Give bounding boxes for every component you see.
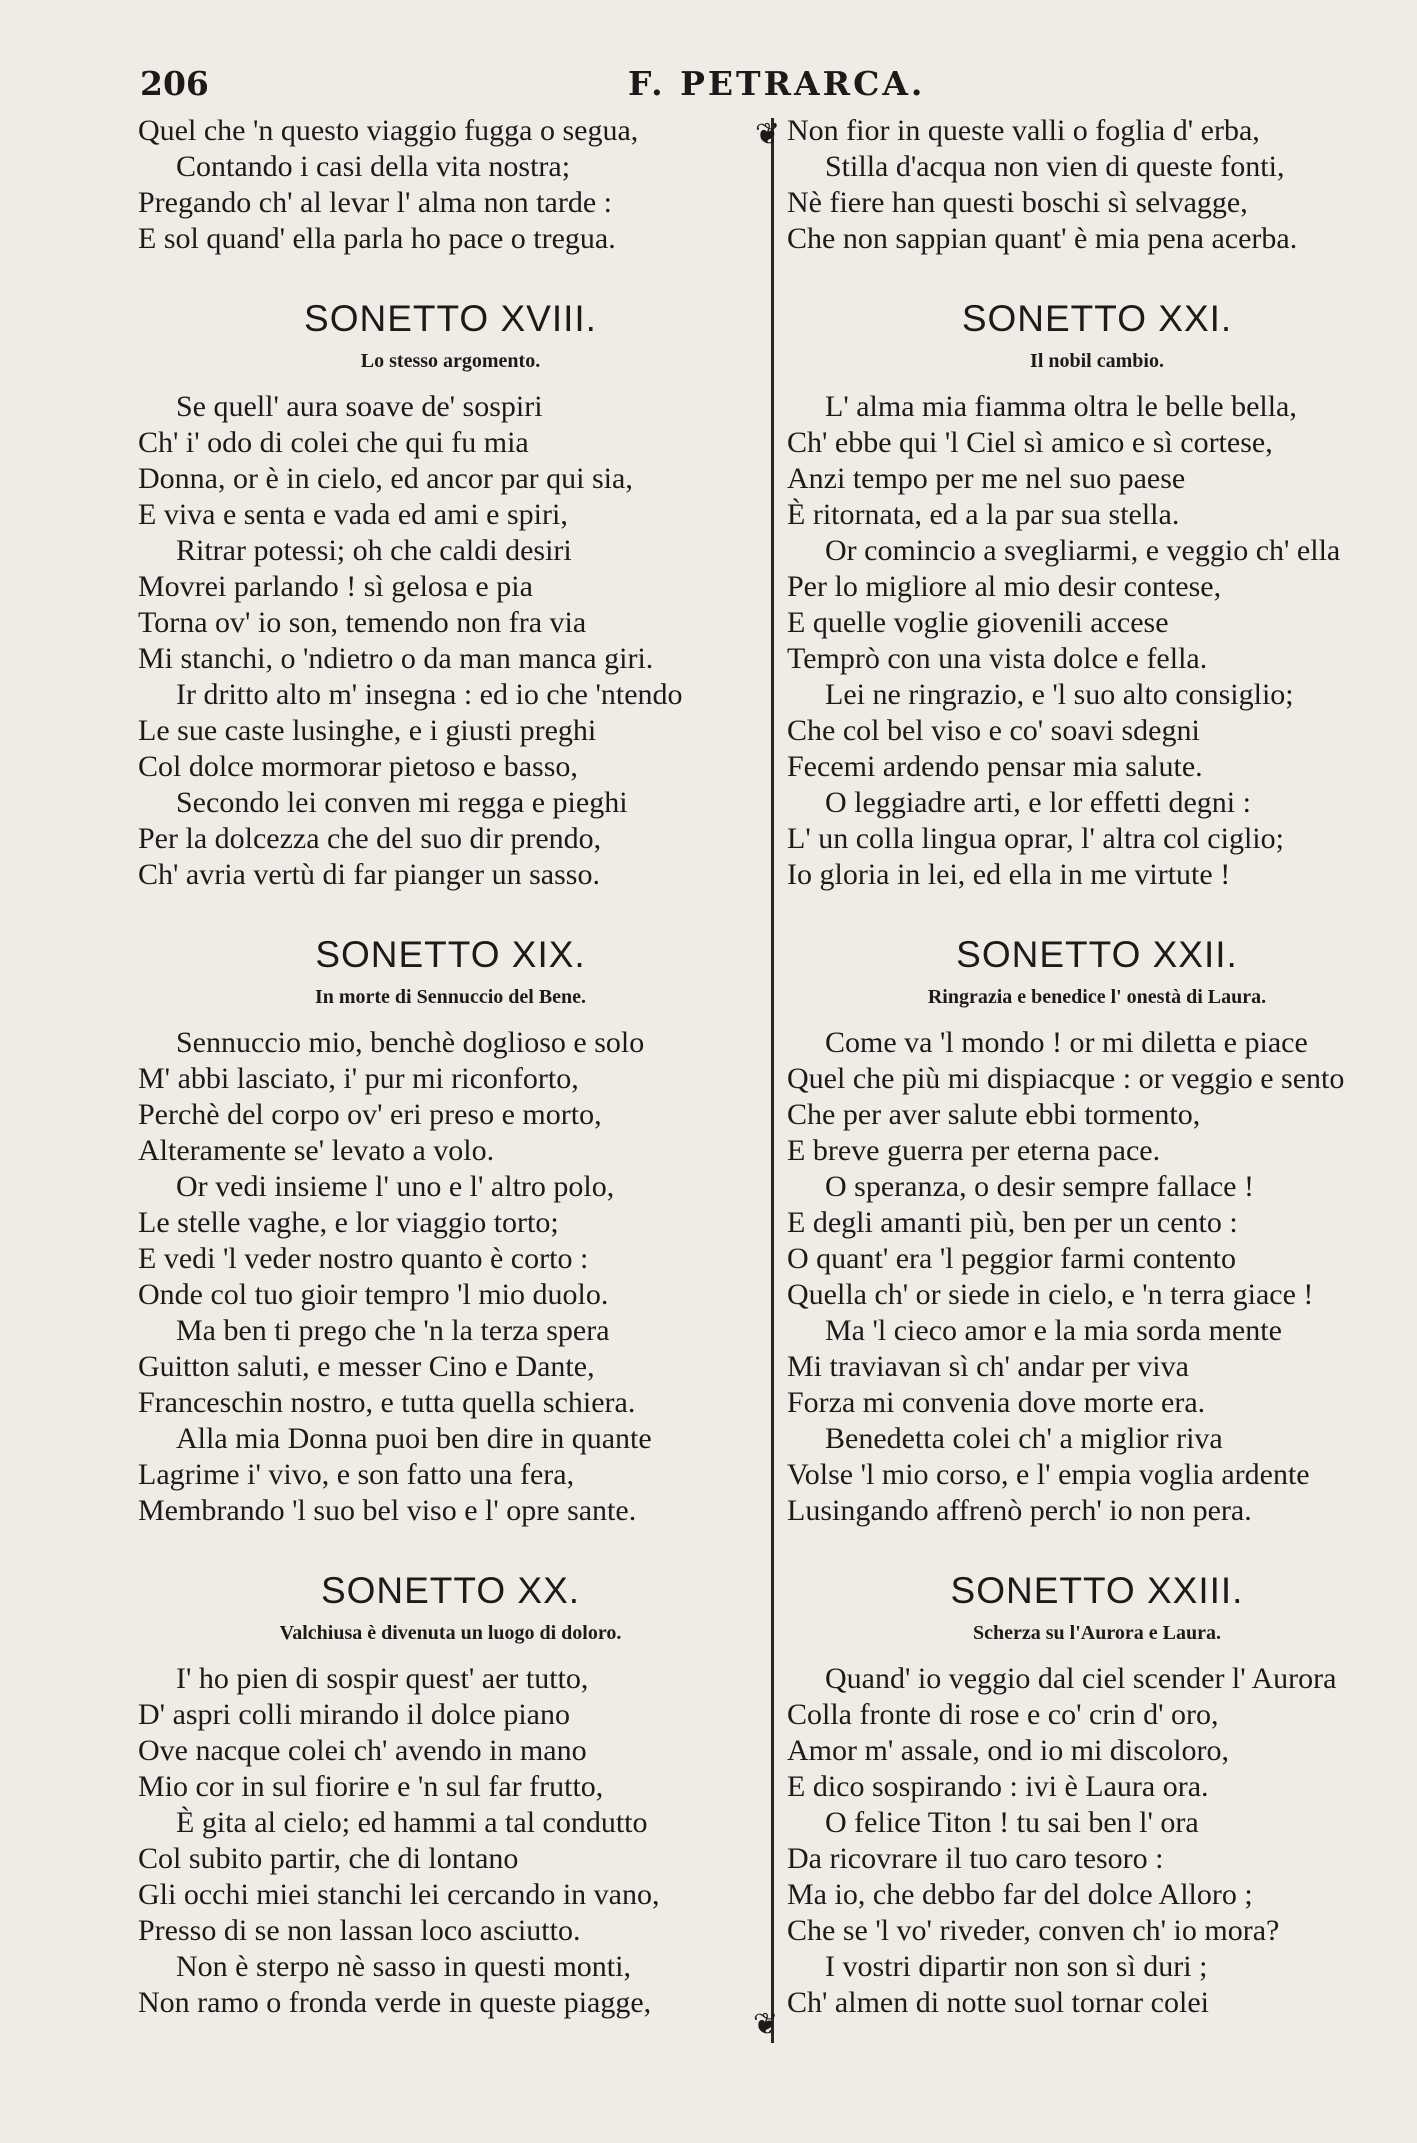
verse-line: Secondo lei conven mi regga e pieghi bbox=[176, 786, 628, 819]
page-header bbox=[138, 60, 1347, 106]
verse-line: Volse 'l mio corso, e l' empia voglia ardente bbox=[787, 1458, 1310, 1491]
verse-line: Quand' io veggio dal ciel scender l' Aurora bbox=[825, 1662, 1337, 1695]
verse-line: E dico sospirando : ivi è Laura ora. bbox=[787, 1770, 1209, 1803]
verse-line: Che col bel viso e co' soavi sdegni bbox=[787, 714, 1200, 747]
verse-line: L' un colla lingua oprar, l' altra col ciglio; bbox=[787, 822, 1284, 855]
verse-line: Presso di se non lassan loco asciutto. bbox=[138, 1914, 581, 1947]
verse-line: Amor m' assale, ond io mi discoloro, bbox=[787, 1734, 1230, 1767]
verse-line: Guitton saluti, e messer Cino e Dante, bbox=[138, 1350, 595, 1383]
verse-line: Non ramo o fronda verde in queste piagge, bbox=[138, 1986, 652, 2019]
verse-line: Che se 'l vo' riveder, conven ch' io mora? bbox=[787, 1914, 1280, 1947]
verse-line: Mi traviavan sì ch' andar per viva bbox=[787, 1350, 1189, 1383]
sonnet-title: SONETTO XX. bbox=[320, 1570, 581, 1611]
sonnet-xxiii bbox=[787, 1569, 1407, 2021]
sonnet-xx bbox=[138, 1569, 763, 2021]
verse-line: Colla fronte di rose e co' crin d' oro, bbox=[787, 1698, 1219, 1731]
verse-line: Gli occhi miei stanchi lei cercando in vano, bbox=[138, 1878, 660, 1911]
verse-line: Lusingando affrenò perch' io non pera. bbox=[787, 1494, 1252, 1527]
verse-line: Ch' i' odo di colei che qui fu mia bbox=[138, 426, 529, 459]
verse-line: Da ricovrare il tuo caro tesoro : bbox=[787, 1842, 1164, 1875]
bottom-ornament-icon: ❦ bbox=[753, 2007, 779, 2042]
verse-line: Che per aver salute ebbi tormento, bbox=[787, 1098, 1201, 1131]
verse-line: Se quell' aura soave de' sospiri bbox=[176, 390, 543, 423]
verse-line: E degli amanti più, ben per un cento : bbox=[787, 1206, 1238, 1239]
verse-line: Ma ben ti prego che 'n la terza spera bbox=[176, 1314, 610, 1347]
verse-line: Contando i casi della vita nostra; bbox=[176, 150, 571, 183]
sonnet-subtitle: Il nobil cambio. bbox=[1030, 350, 1164, 372]
verse-line: O felice Titon ! tu sai ben l' ora bbox=[825, 1806, 1199, 1839]
verse-line: Ove nacque colei ch' avendo in mano bbox=[138, 1734, 587, 1767]
verse-line: D' aspri colli mirando il dolce piano bbox=[138, 1698, 570, 1731]
sonnet-subtitle: Valchiusa è divenuta un luogo di doloro. bbox=[279, 1622, 622, 1644]
verse-line: Per la dolcezza che del suo dir prendo, bbox=[138, 822, 602, 855]
sonnet-subtitle: Lo stesso argomento. bbox=[360, 350, 541, 372]
verse-line: Or vedi insieme l' uno e l' altro polo, bbox=[176, 1170, 615, 1203]
sonnet-title: SONETTO XVIII. bbox=[304, 298, 597, 339]
verse-line: O quant' era 'l peggior farmi contento bbox=[787, 1242, 1236, 1275]
verse-line: Per lo migliore al mio desir contese, bbox=[787, 570, 1222, 603]
verse-line: Ch' ebbe qui 'l Ciel sì amico e sì cortese, bbox=[787, 426, 1273, 459]
verse-line: Ch' avria vertù di far pianger un sasso. bbox=[138, 858, 600, 891]
sonnet-title: SONETTO XIX. bbox=[315, 934, 586, 975]
running-title: F. PETRARCA. bbox=[628, 64, 926, 103]
sonnet-xviii bbox=[138, 297, 763, 893]
verse-line: E sol quand' ella parla ho pace o tregua. bbox=[138, 222, 616, 255]
verse-line: Non è sterpo nè sasso in questi monti, bbox=[176, 1950, 631, 1983]
sonnet-xix bbox=[138, 933, 763, 1529]
verse-line: Stilla d'acqua non vien di queste fonti, bbox=[825, 150, 1285, 183]
verse-line: Ir dritto alto m' insegna : ed io che 'ntendo bbox=[176, 678, 683, 711]
verse-line: Che non sappian quant' è mia pena acerba. bbox=[787, 222, 1298, 255]
verse-line: Or comincio a svegliarmi, e veggio ch' ella bbox=[825, 534, 1341, 567]
sonnet-xxii bbox=[787, 933, 1407, 1529]
verse-line: Onde col tuo gioir tempro 'l mio duolo. bbox=[138, 1278, 609, 1311]
verse-line: E quelle voglie giovenili accese bbox=[787, 606, 1169, 639]
verse-line: O leggiadre arti, e lor effetti degni : bbox=[825, 786, 1251, 819]
verse-line: Nè fiere han questi boschi sì selvagge, bbox=[787, 186, 1248, 219]
sonnet-title: SONETTO XXII. bbox=[956, 934, 1238, 975]
verse-line: Non fior in queste valli o foglia d' erba, bbox=[787, 114, 1260, 147]
verse-line: I vostri dipartir non son sì duri ; bbox=[825, 1950, 1208, 1983]
verse-line: Membrando 'l suo bel viso e l' opre sante. bbox=[138, 1494, 637, 1527]
verse-line: L' alma mia fiamma oltra le belle bella, bbox=[825, 390, 1297, 423]
sonnet-subtitle: In morte di Sennuccio del Bene. bbox=[314, 986, 587, 1008]
verse-line: E breve guerra per eterna pace. bbox=[787, 1134, 1161, 1167]
verse-line: M' abbi lasciato, i' pur mi riconforto, bbox=[138, 1062, 579, 1095]
verse-line: Mio cor in sul fiorire e 'n sul far frutto, bbox=[138, 1770, 604, 1803]
page-number: 206 bbox=[140, 64, 209, 103]
verse-line: Donna, or è in cielo, ed ancor par qui sia, bbox=[138, 462, 633, 495]
verse-line: E vedi 'l veder nostro quanto è corto : bbox=[138, 1242, 589, 1275]
verse-line: Ritrar potessi; oh che caldi desiri bbox=[176, 534, 572, 567]
verse-line: Col dolce mormorar pietoso e basso, bbox=[138, 750, 578, 783]
verse-line: Forza mi convenia dove morte era. bbox=[787, 1386, 1206, 1419]
verse-line: Quel che più mi dispiacque : or veggio e sento bbox=[787, 1062, 1345, 1095]
verse-line: Anzi tempo per me nel suo paese bbox=[787, 462, 1186, 495]
top-ornament-icon: ❦ bbox=[755, 117, 781, 152]
sonnet-subtitle: Scherza su l'Aurora e Laura. bbox=[973, 1622, 1221, 1644]
column-divider bbox=[771, 118, 774, 2043]
verse-line: Ch' almen di notte suol tornar colei bbox=[787, 1986, 1209, 2019]
sonnet-subtitle: Ringrazia e benedice l' onestà di Laura. bbox=[927, 986, 1267, 1008]
verse-line: O speranza, o desir sempre fallace ! bbox=[825, 1170, 1254, 1203]
left-column bbox=[138, 113, 763, 2021]
left-continuation bbox=[138, 113, 763, 257]
verse-line: Temprò con una vista dolce e fella. bbox=[787, 642, 1208, 675]
verse-line: È gita al cielo; ed hammi a tal condutto bbox=[176, 1806, 648, 1839]
sonnet-xxi bbox=[787, 297, 1407, 893]
verse-line: Fecemi ardendo pensar mia salute. bbox=[787, 750, 1203, 783]
right-column bbox=[787, 113, 1407, 2021]
verse-line: Lei ne ringrazio, e 'l suo alto consiglio; bbox=[825, 678, 1294, 711]
verse-line: Alteramente se' levato a volo. bbox=[138, 1134, 495, 1167]
verse-line: Torna ov' io son, temendo non fra via bbox=[138, 606, 587, 639]
verse-line: I' ho pien di sospir quest' aer tutto, bbox=[176, 1662, 589, 1695]
verse-line: Come va 'l mondo ! or mi diletta e piace bbox=[825, 1026, 1308, 1059]
verse-line: Benedetta colei ch' a miglior riva bbox=[825, 1422, 1223, 1455]
sonnet-title: SONETTO XXI. bbox=[961, 298, 1233, 339]
verse-line: Le sue caste lusinghe, e i giusti preghi bbox=[138, 714, 597, 747]
sonnet-title: SONETTO XXIII. bbox=[950, 1570, 1244, 1611]
verse-line: Quel che 'n questo viaggio fugga o segua, bbox=[138, 114, 639, 147]
verse-line: Mi stanchi, o 'ndietro o da man manca giri. bbox=[138, 642, 654, 675]
verse-line: È ritornata, ed a la par sua stella. bbox=[787, 498, 1180, 531]
verse-line: Col subito partir, che di lontano bbox=[138, 1842, 519, 1875]
verse-line: Sennuccio mio, benchè doglioso e solo bbox=[176, 1026, 645, 1059]
verse-line: Pregando ch' al levar l' alma non tarde : bbox=[138, 186, 612, 219]
right-continuation bbox=[787, 113, 1407, 257]
verse-line: Movrei parlando ! sì gelosa e pia bbox=[138, 570, 533, 603]
verse-line: Ma io, che debbo far del dolce Alloro ; bbox=[787, 1878, 1253, 1911]
verse-line: Alla mia Donna puoi ben dire in quante bbox=[176, 1422, 652, 1455]
verse-line: Franceschin nostro, e tutta quella schiera. bbox=[138, 1386, 636, 1419]
verse-line: E viva e senta e vada ed ami e spiri, bbox=[138, 498, 568, 531]
verse-line: Lagrime i' vivo, e son fatto una fera, bbox=[138, 1458, 575, 1491]
verse-line: Quella ch' or siede in cielo, e 'n terra giace ! bbox=[787, 1278, 1314, 1311]
verse-line: Ma 'l cieco amor e la mia sorda mente bbox=[825, 1314, 1282, 1347]
verse-line: Le stelle vaghe, e lor viaggio torto; bbox=[138, 1206, 559, 1239]
verse-line: Perchè del corpo ov' eri preso e morto, bbox=[138, 1098, 602, 1131]
verse-line: Io gloria in lei, ed ella in me virtute ! bbox=[787, 858, 1231, 891]
